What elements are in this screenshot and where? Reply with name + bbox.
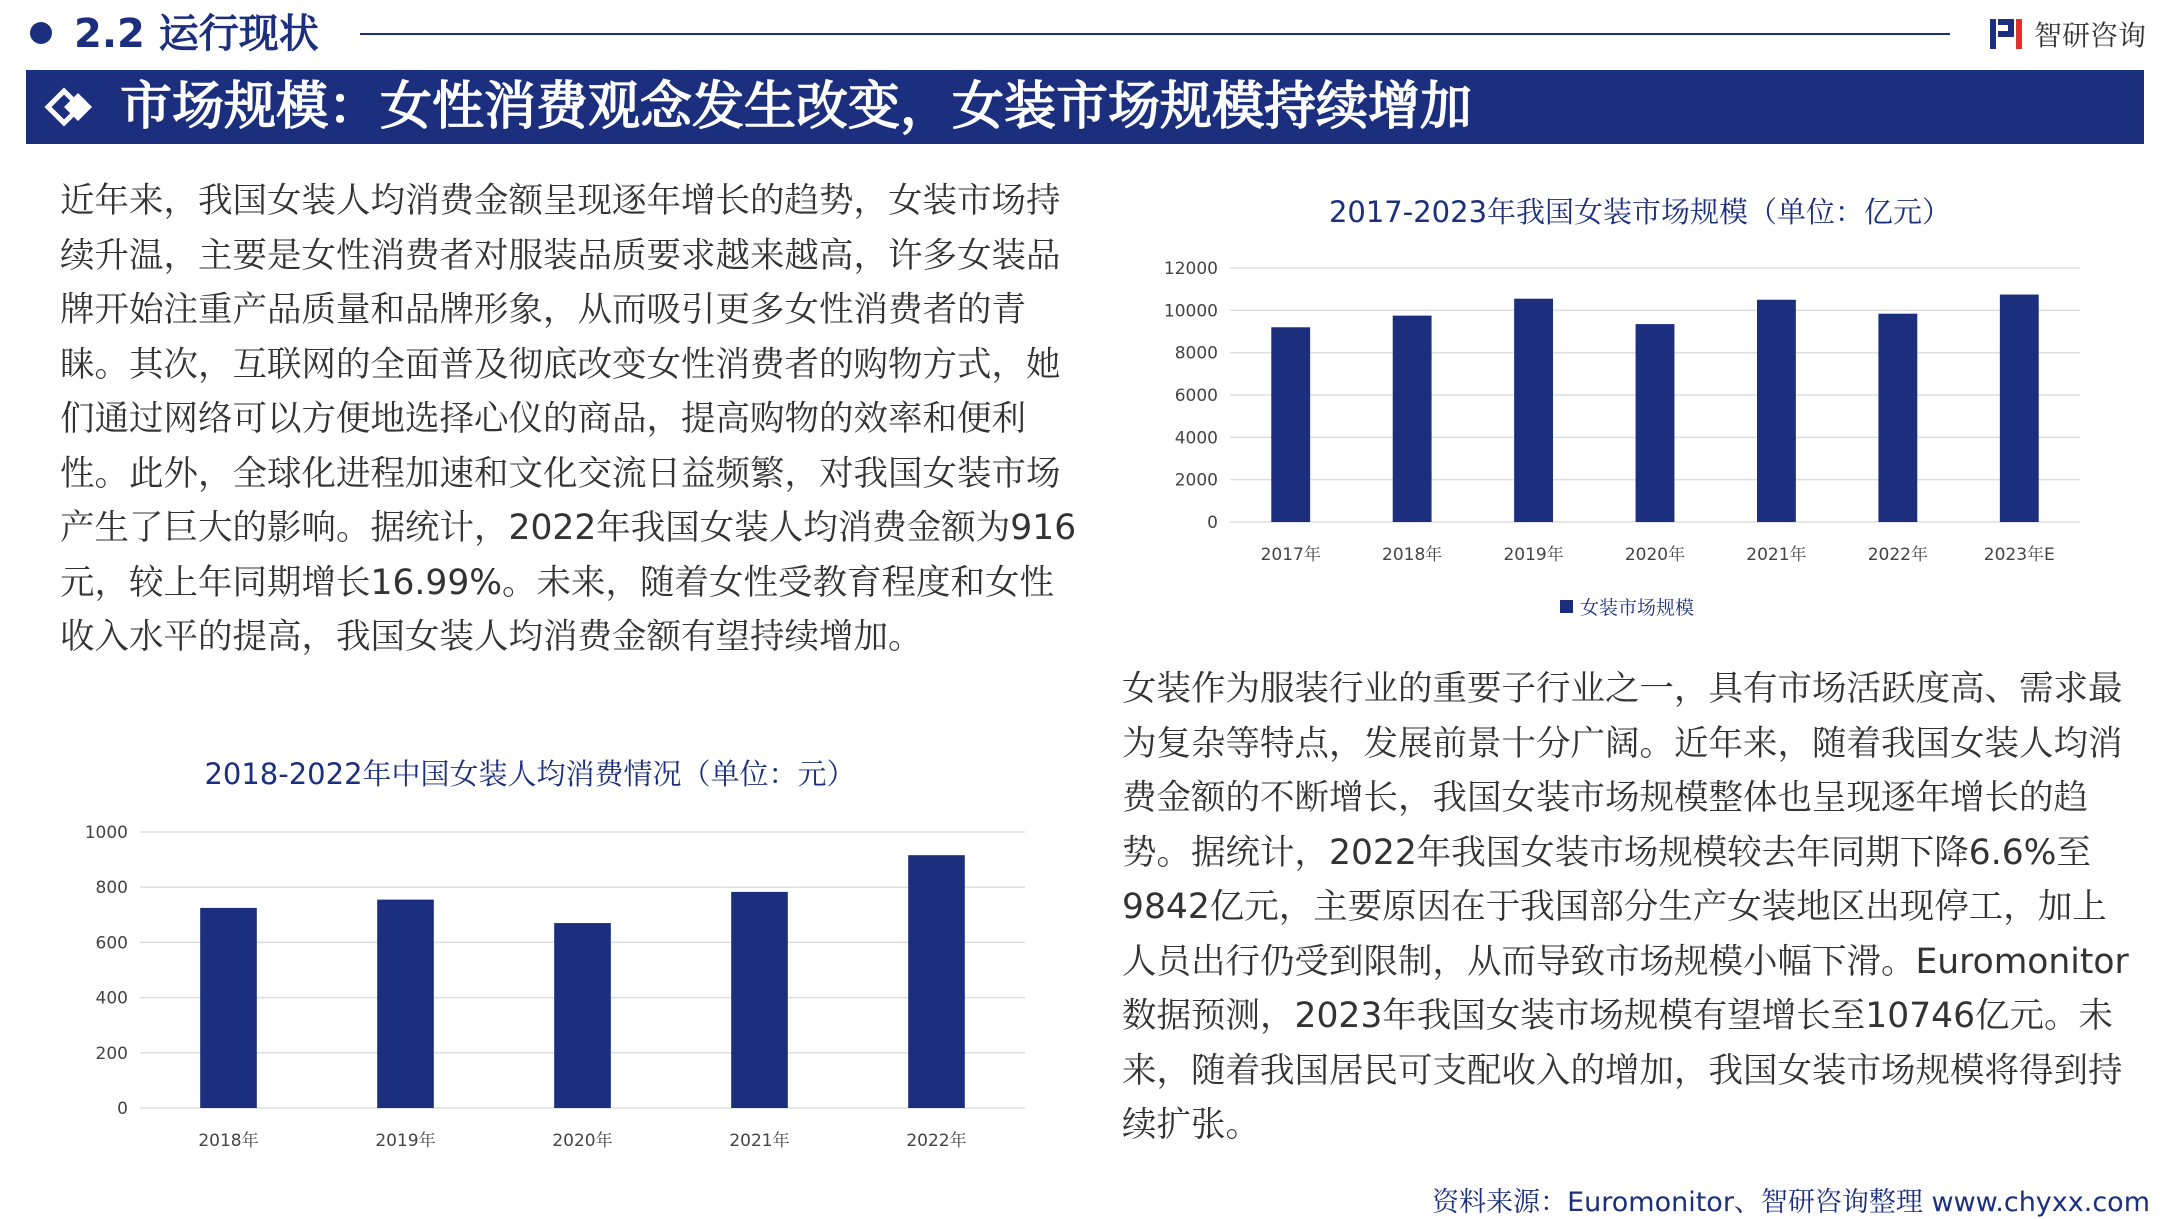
x-tick-label: 2022年 — [1867, 545, 1928, 565]
y-tick-label: 400 — [95, 988, 128, 1009]
banner-title: 市场规模：女性消费观念发生改变，女装市场规模持续增加 — [120, 77, 1473, 137]
bar — [731, 892, 788, 1108]
bar — [1878, 314, 1917, 522]
bar — [200, 908, 257, 1108]
x-tick-label: 2019年 — [375, 1131, 436, 1151]
x-tick-label: 2018年 — [198, 1131, 259, 1151]
section-title: 2.2 运行现状 — [74, 11, 319, 57]
y-tick-label: 0 — [117, 1099, 128, 1119]
bar — [554, 923, 611, 1108]
chart-title: 2017-2023年我国女装市场规模（单位：亿元） — [1328, 195, 1952, 229]
chart-title: 2018-2022年中国女装人均消费情况（单位：元） — [204, 757, 856, 791]
y-tick-label: 6000 — [1174, 386, 1218, 406]
brand-logo — [1988, 14, 2146, 54]
x-tick-label: 2021年 — [1746, 545, 1807, 565]
y-tick-label: 800 — [95, 878, 128, 899]
bar — [1514, 299, 1553, 522]
section-header — [0, 0, 2160, 70]
bar — [1393, 316, 1432, 522]
title-banner — [26, 70, 2144, 144]
x-tick-label: 2020年 — [552, 1131, 613, 1151]
x-tick-label: 2022年 — [906, 1131, 967, 1151]
brand-logo-text: 智研咨询 — [2034, 19, 2147, 52]
section-bullet-icon — [30, 22, 52, 44]
bar — [377, 900, 434, 1108]
y-tick-label: 4000 — [1174, 428, 1218, 449]
diamond-icon — [34, 86, 94, 128]
x-tick-label: 2019年 — [1503, 545, 1564, 565]
y-tick-label: 200 — [95, 1043, 128, 1064]
y-tick-label: 1000 — [84, 823, 128, 843]
bar — [908, 855, 965, 1108]
y-tick-label: 8000 — [1174, 343, 1218, 364]
y-tick-label: 10000 — [1163, 301, 1218, 322]
left-paragraph: 近年来，我国女装人均消费金额呈现逐年增长的趋势，女装市场持续升温，主要是女性消费者对服装品质要求越来越高，许多女装品牌开始注重产品质量和品牌形象，从而吸引更多女性消费者的青睐。其次，互联网的全面普及彻底改变女性消费者的购物方式，她们通过网络可以方便地选择心仪的商品，提高购物的效率和便利性。此外，全球化进程加速和文化交流日益频繁，对我国女装市场产生了巨大的影响。据统计，2022年我国女装人均消费金额为916元，较上年同期增长16.99%。未来，随着女性受教育程度和女性收入水平的提高，我国女装人均消费金额有望持续增加。 — [60, 181, 1077, 657]
legend-swatch — [1560, 600, 1573, 613]
bar — [1636, 324, 1675, 522]
market-size-chart — [1120, 180, 2120, 640]
y-tick-label: 2000 — [1174, 470, 1218, 491]
x-tick-label: 2018年 — [1382, 545, 1443, 565]
section-divider — [360, 33, 1950, 35]
bar — [1757, 300, 1796, 522]
bar — [1271, 327, 1310, 522]
per-capita-chart — [40, 740, 1040, 1170]
x-tick-label: 2017年 — [1260, 545, 1321, 565]
right-paragraph: 女装作为服装行业的重要子行业之一，具有市场活跃度高、需求最为复杂等特点，发展前景十分广阔。近年来，随着我国女装人均消费金额的不断增长，我国女装市场规模整体也呈现逐年增长的趋势。据统计，2022年我国女装市场规模较去年同期下降6.6%至9842亿元，主要原因在于我国部分生产女装地区出现停工，加上人员出行仍受到限制，从而导致市场规模小幅下滑。Euromonitor数据预测，2023年我国女装市场规模有望增长至10746亿元。未来，随着我国居民可支配收入的增加，我国女装市场规模将得到持续扩张。 — [1122, 669, 2129, 1145]
x-tick-label: 2021年 — [729, 1131, 790, 1151]
brand-logo-icon — [1988, 15, 2026, 53]
legend-label: 女装市场规模 — [1580, 597, 1695, 619]
bar — [2000, 295, 2039, 522]
y-tick-label: 0 — [1207, 513, 1218, 533]
x-tick-label: 2020年 — [1624, 545, 1686, 565]
source-note: 资料来源：Euromonitor、智研咨询整理 www.chyxx.com — [1432, 1187, 2150, 1218]
y-tick-label: 12000 — [1163, 259, 1218, 279]
y-tick-label: 600 — [95, 933, 128, 954]
x-tick-label: 2023年E — [1983, 545, 2055, 565]
